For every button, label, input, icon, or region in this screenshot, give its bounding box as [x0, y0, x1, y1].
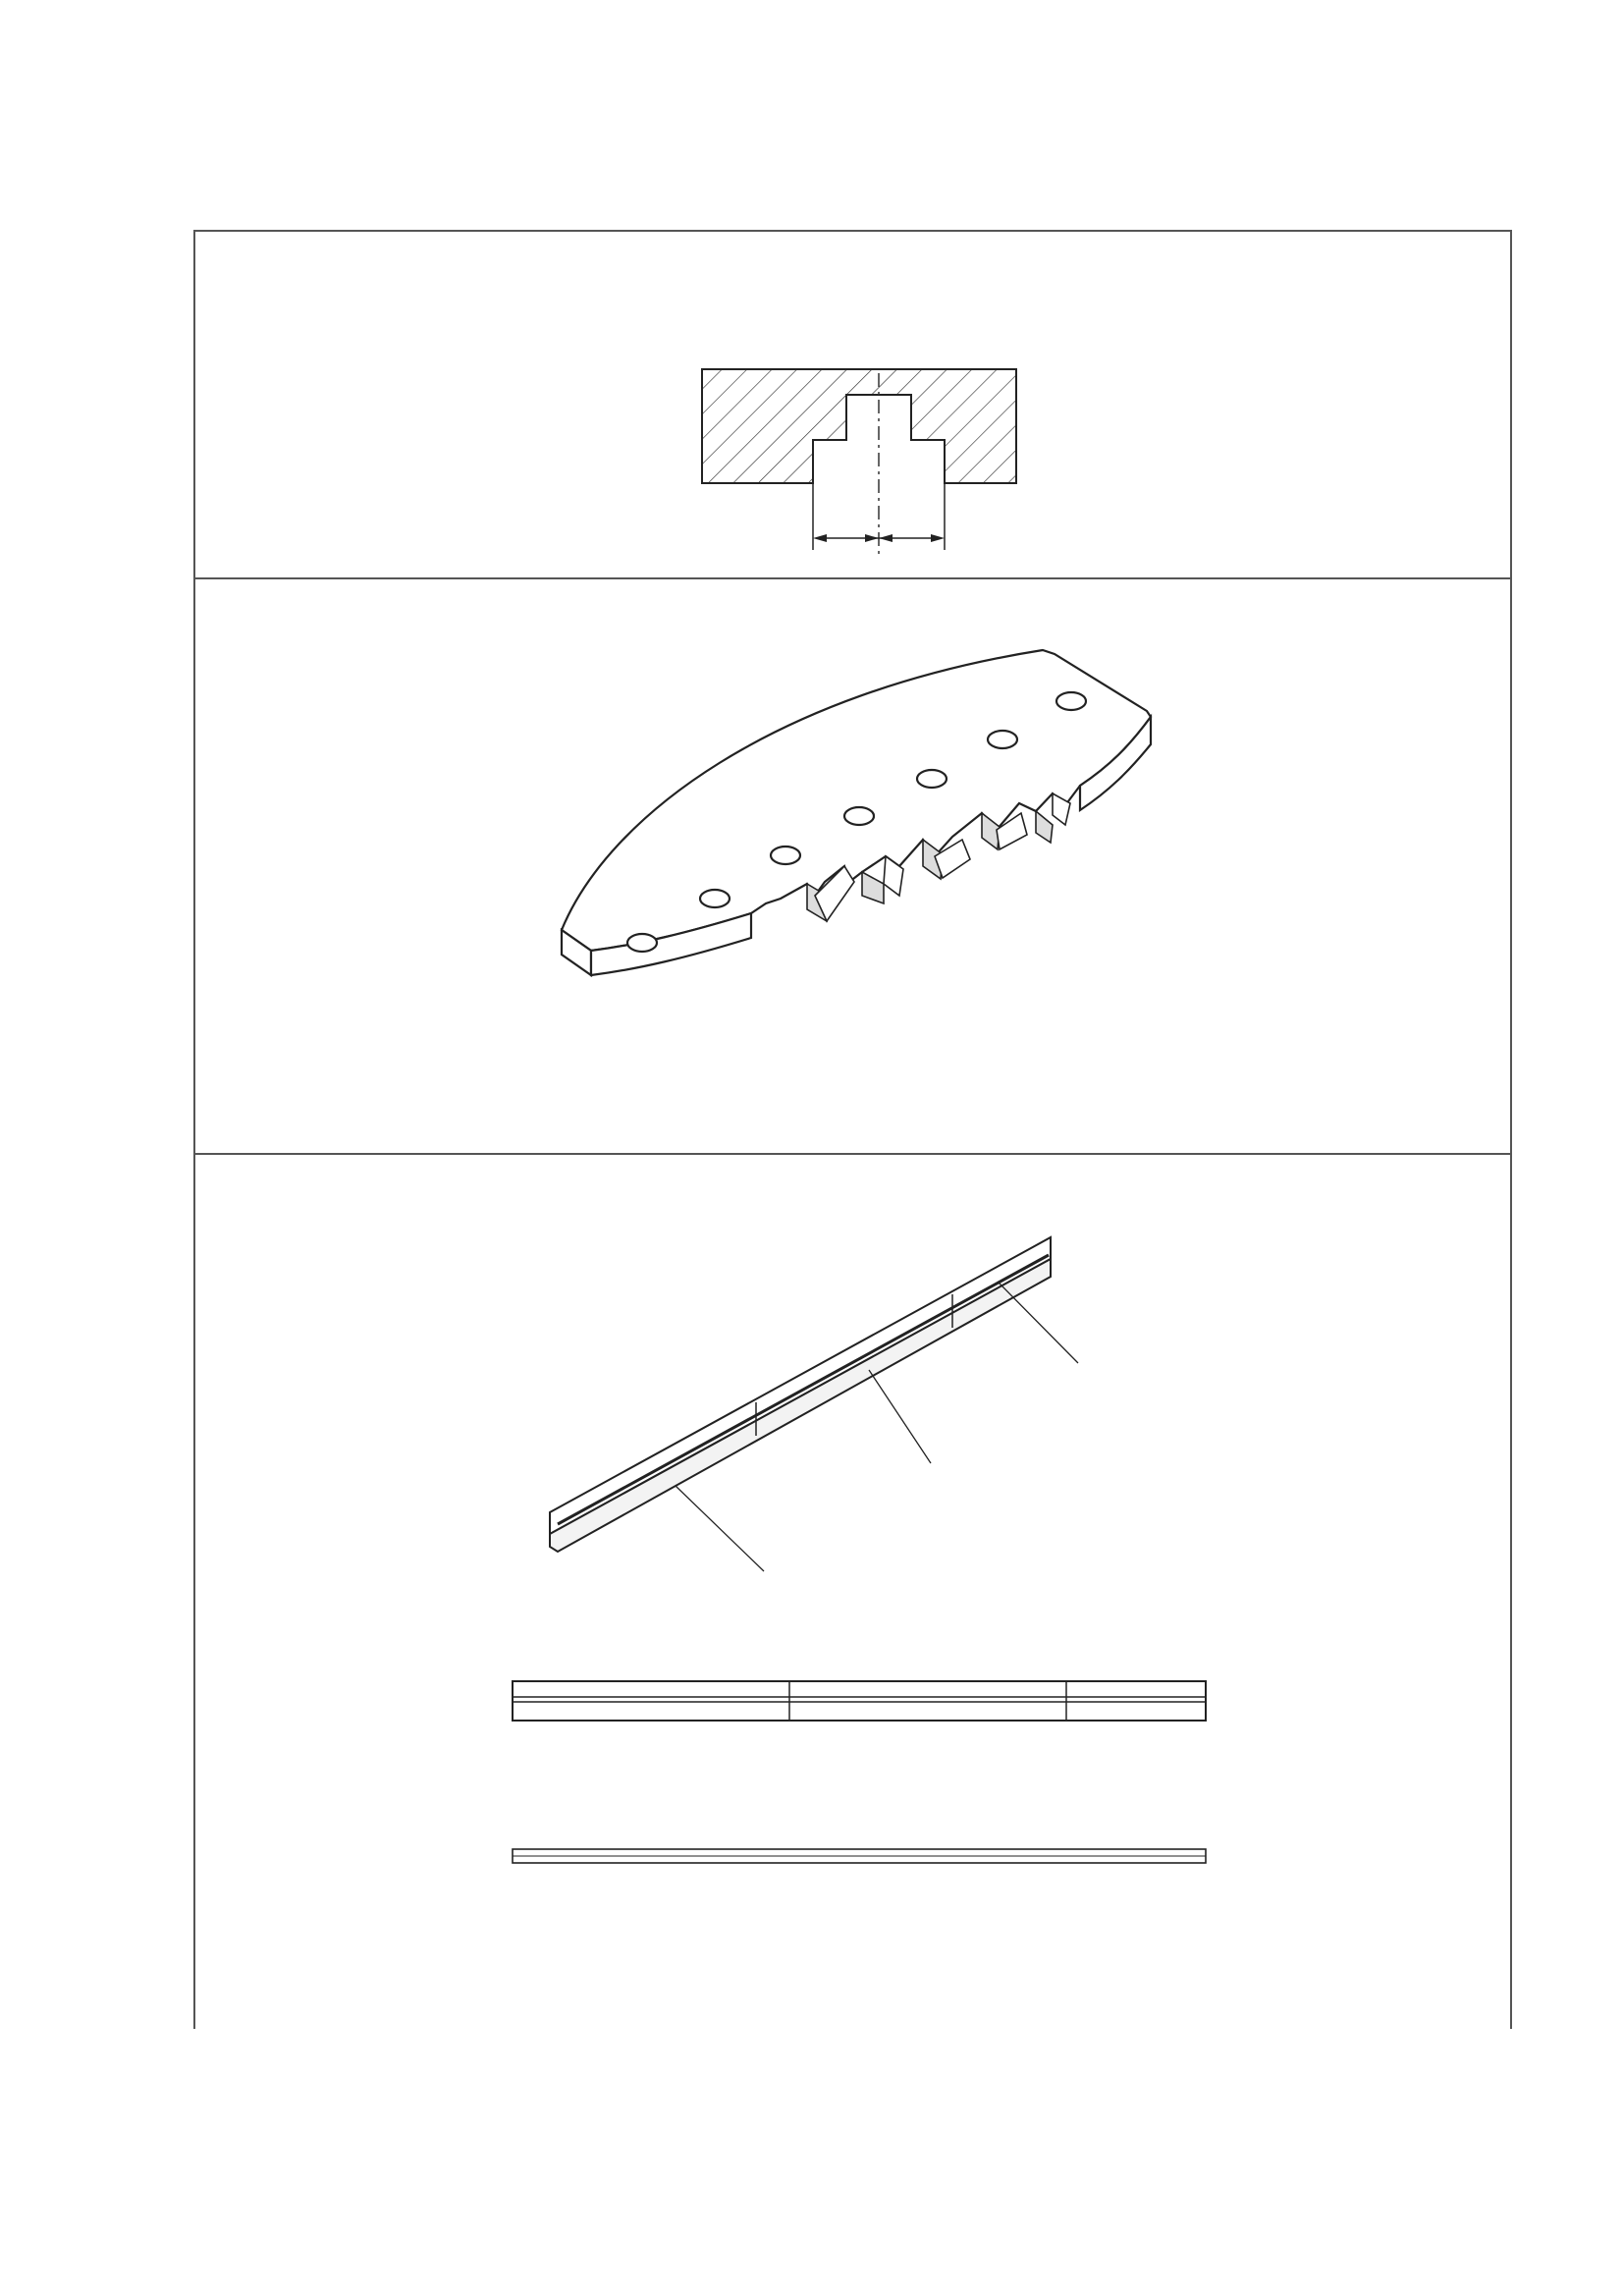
broach-side-view: [511, 1669, 1208, 1728]
machined-part-illustration: [550, 638, 1178, 1031]
row-divider-2: [193, 1153, 1512, 1155]
broach-top-view: [511, 1846, 1208, 1866]
row-divider-1: [193, 577, 1512, 579]
slot-profile-diagram: [687, 354, 1031, 560]
broach-isometric-illustration: [530, 1218, 1139, 1630]
figure-caption: [211, 1866, 1492, 1893]
